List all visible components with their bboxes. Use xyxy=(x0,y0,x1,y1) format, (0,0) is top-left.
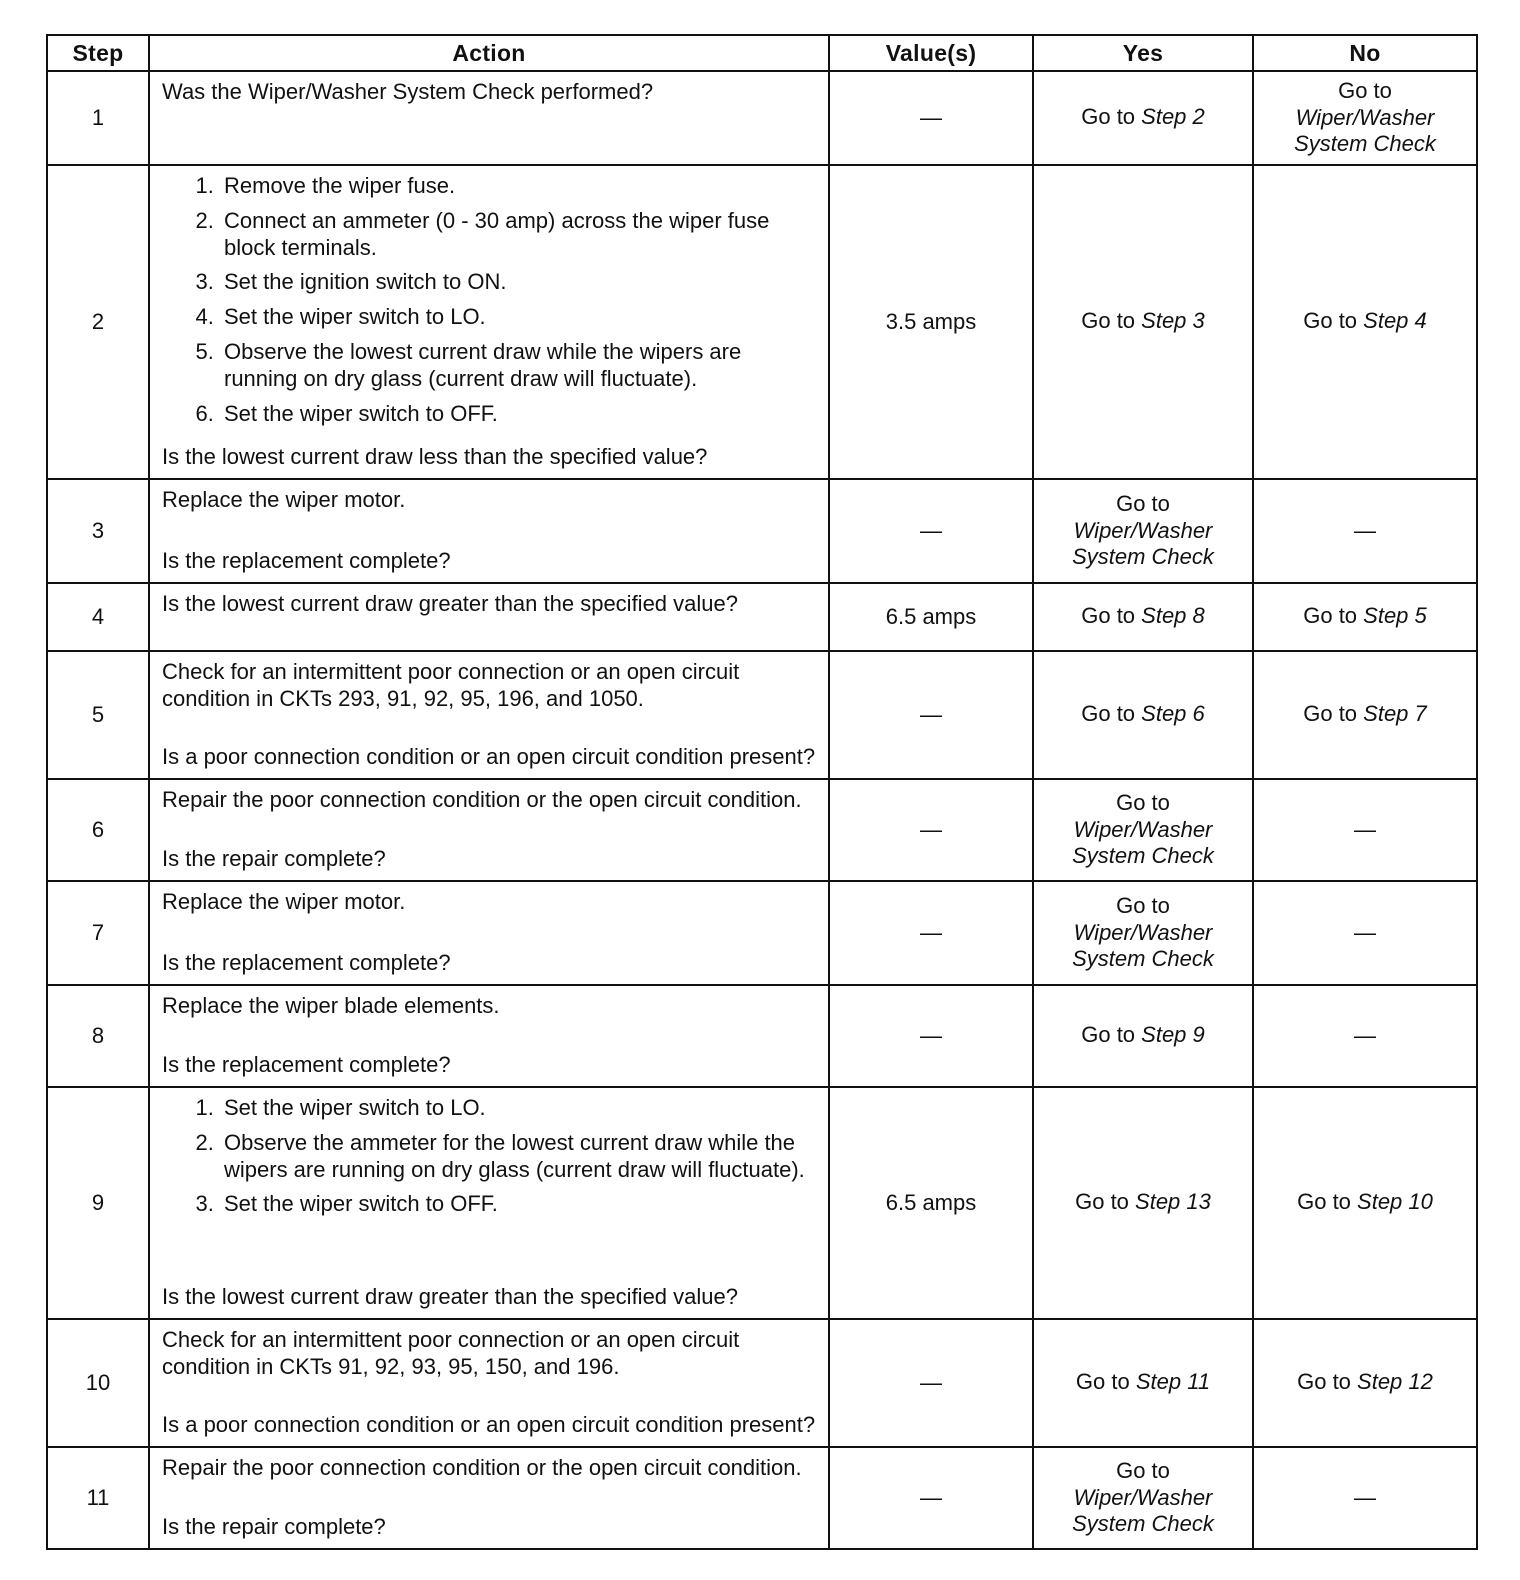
yes-cell xyxy=(1033,779,1253,881)
value-cell: — xyxy=(829,779,1033,881)
action-content xyxy=(162,591,816,643)
value-cell: 6.5 amps xyxy=(829,583,1033,651)
action-question: Is the repair complete? xyxy=(162,1514,386,1540)
step-number: 2 xyxy=(47,165,149,479)
action-cell xyxy=(149,583,829,651)
diagnostic-table xyxy=(46,34,1478,1550)
action-text: Was the Wiper/Washer System Check performed? xyxy=(162,79,654,104)
outcome-prefix: Go to xyxy=(1116,892,1170,918)
outcome-prefix: Go to xyxy=(1075,1368,1136,1394)
action-steps-list xyxy=(162,173,816,428)
value-cell: — xyxy=(829,651,1033,779)
action-instructions xyxy=(162,659,816,713)
no-cell xyxy=(1253,985,1477,1087)
no-cell xyxy=(1253,1319,1477,1447)
action-step-item: 3. Set the wiper switch to OFF. xyxy=(220,1191,816,1218)
table-row xyxy=(47,1319,1477,1447)
value-cell: — xyxy=(829,985,1033,1087)
action-cell xyxy=(149,1087,829,1319)
step-number: 11 xyxy=(47,1447,149,1549)
action-cell xyxy=(149,985,829,1087)
not-applicable-dash: — xyxy=(1354,1484,1376,1510)
yes-cell xyxy=(1033,985,1253,1087)
action-text: Replace the wiper motor. xyxy=(162,889,406,914)
action-content xyxy=(162,659,816,771)
yes-cell xyxy=(1033,1319,1253,1447)
outcome-prefix: Go to xyxy=(1338,77,1392,103)
value-cell: 3.5 amps xyxy=(829,165,1033,479)
outcome-step-reference: Step 11 xyxy=(1135,1368,1211,1394)
outcome-step-reference: Step 3 xyxy=(1141,307,1205,333)
no-cell xyxy=(1253,881,1477,985)
action-instructions xyxy=(162,79,816,106)
outcome-step-reference: Step 10 xyxy=(1357,1188,1433,1214)
value-cell: — xyxy=(829,71,1033,165)
action-step-item: 2. Connect an ammeter (0 - 30 amp) across the wiper fuse block terminals. xyxy=(220,208,816,262)
outcome-step-reference: Step 2 xyxy=(1141,103,1205,129)
outcome-prefix: Go to xyxy=(1303,700,1364,726)
no-cell xyxy=(1253,779,1477,881)
action-step-item: 6. Set the wiper switch to OFF. xyxy=(220,401,816,428)
table-row xyxy=(47,1447,1477,1549)
not-applicable-dash: — xyxy=(1354,919,1376,945)
step-number: 8 xyxy=(47,985,149,1087)
action-step-item: 1. Set the wiper switch to LO. xyxy=(220,1095,816,1122)
action-cell xyxy=(149,165,829,479)
outcome-step-reference: Wiper/Washer System Check xyxy=(1294,104,1436,157)
yes-cell xyxy=(1033,71,1253,165)
no-cell xyxy=(1253,651,1477,779)
action-instructions xyxy=(162,487,816,514)
outcome-step-reference: Step 4 xyxy=(1363,307,1427,333)
no-cell xyxy=(1253,479,1477,583)
table-row xyxy=(47,71,1477,165)
action-step-item: 4. Set the wiper switch to LO. xyxy=(220,304,816,331)
table-row xyxy=(47,479,1477,583)
table-row xyxy=(47,583,1477,651)
outcome-prefix: Go to xyxy=(1081,1021,1142,1047)
action-cell xyxy=(149,881,829,985)
action-content xyxy=(162,1095,816,1311)
no-cell xyxy=(1253,1447,1477,1549)
action-cell xyxy=(149,651,829,779)
action-content xyxy=(162,487,816,575)
action-content xyxy=(162,993,816,1079)
yes-cell xyxy=(1033,1447,1253,1549)
outcome-step-reference: Wiper/Washer System Check xyxy=(1072,816,1214,869)
yes-cell xyxy=(1033,479,1253,583)
step-number: 3 xyxy=(47,479,149,583)
outcome-prefix: Go to xyxy=(1303,307,1364,333)
action-content xyxy=(162,173,816,471)
value-cell: — xyxy=(829,479,1033,583)
header-action: Action xyxy=(149,35,829,71)
action-step-item: 1. Remove the wiper fuse. xyxy=(220,173,816,200)
table-row xyxy=(47,779,1477,881)
step-number: 1 xyxy=(47,71,149,165)
action-text: Check for an intermittent poor connection or an open circuit condition in CKTs 293, 91, 92, 95, 196, and 1050. xyxy=(162,659,740,711)
action-question: Is the repair complete? xyxy=(162,846,386,872)
outcome-step-reference: Step 13 xyxy=(1135,1188,1211,1214)
action-text: Repair the poor connection condition or the open circuit condition. xyxy=(162,787,802,812)
action-instructions xyxy=(162,1327,816,1381)
table-body xyxy=(47,71,1477,1549)
outcome-prefix: Go to xyxy=(1075,1188,1136,1214)
action-content xyxy=(162,1327,816,1439)
action-content xyxy=(162,889,816,977)
outcome-prefix: Go to xyxy=(1116,789,1170,815)
action-question: Is a poor connection condition or an open circuit condition present? xyxy=(162,1412,816,1438)
table-row xyxy=(47,1087,1477,1319)
step-number: 5 xyxy=(47,651,149,779)
value-cell: — xyxy=(829,881,1033,985)
not-applicable-dash: — xyxy=(1354,1022,1376,1048)
outcome-step-reference: Step 6 xyxy=(1141,700,1205,726)
action-instructions xyxy=(162,173,816,434)
action-content xyxy=(162,787,816,873)
action-cell xyxy=(149,71,829,165)
table-row xyxy=(47,985,1477,1087)
action-instructions xyxy=(162,1095,816,1224)
table-row xyxy=(47,165,1477,479)
outcome-step-reference: Wiper/Washer System Check xyxy=(1072,919,1214,972)
header-yes: Yes xyxy=(1033,35,1253,71)
outcome-prefix: Go to xyxy=(1081,602,1142,628)
action-instructions xyxy=(162,787,816,814)
action-instructions xyxy=(162,591,816,618)
action-instructions xyxy=(162,1455,816,1482)
action-step-item: 2. Observe the ammeter for the lowest current draw while the wipers are running on dry glass (current draw will fluctuate). xyxy=(220,1130,816,1184)
outcome-step-reference: Step 8 xyxy=(1141,602,1205,628)
action-question: Is the replacement complete? xyxy=(162,548,451,574)
yes-cell xyxy=(1033,651,1253,779)
table-row xyxy=(47,651,1477,779)
action-question: Is the replacement complete? xyxy=(162,1052,451,1078)
not-applicable-dash: — xyxy=(1354,517,1376,543)
action-text: Repair the poor connection condition or the open circuit condition. xyxy=(162,1455,802,1480)
yes-cell xyxy=(1033,1087,1253,1319)
action-question: Is the lowest current draw less than the specified value? xyxy=(162,444,708,470)
action-text: Is the lowest current draw greater than the specified value? xyxy=(162,591,738,616)
header-values: Value(s) xyxy=(829,35,1033,71)
step-number: 10 xyxy=(47,1319,149,1447)
value-cell: 6.5 amps xyxy=(829,1087,1033,1319)
no-cell xyxy=(1253,165,1477,479)
action-text: Check for an intermittent poor connection or an open circuit condition in CKTs 91, 92, 93, 95, 150, and 196. xyxy=(162,1327,740,1379)
step-number: 9 xyxy=(47,1087,149,1319)
action-text: Replace the wiper motor. xyxy=(162,487,406,512)
header-no: No xyxy=(1253,35,1477,71)
action-step-item: 5. Observe the lowest current draw while the wipers are running on dry glass (current draw will fluctuate). xyxy=(220,339,816,393)
value-cell: — xyxy=(829,1447,1033,1549)
action-step-item: 3. Set the ignition switch to ON. xyxy=(220,269,816,296)
action-question: Is the replacement complete? xyxy=(162,950,451,976)
outcome-step-reference: Step 12 xyxy=(1357,1368,1433,1394)
outcome-prefix: Go to xyxy=(1116,490,1170,516)
header-step: Step xyxy=(47,35,149,71)
step-number: 7 xyxy=(47,881,149,985)
yes-cell xyxy=(1033,881,1253,985)
value-cell: — xyxy=(829,1319,1033,1447)
action-cell xyxy=(149,479,829,583)
outcome-step-reference: Step 7 xyxy=(1363,700,1427,726)
action-question: Is the lowest current draw greater than the specified value? xyxy=(162,1284,738,1310)
yes-cell xyxy=(1033,165,1253,479)
outcome-prefix: Go to xyxy=(1081,307,1142,333)
step-number: 6 xyxy=(47,779,149,881)
outcome-prefix: Go to xyxy=(1116,1457,1170,1483)
action-cell xyxy=(149,1447,829,1549)
outcome-prefix: Go to xyxy=(1081,103,1142,129)
action-steps-list xyxy=(162,1095,816,1218)
outcome-prefix: Go to xyxy=(1303,602,1364,628)
not-applicable-dash: — xyxy=(1354,816,1376,842)
action-content xyxy=(162,79,816,157)
outcome-prefix: Go to xyxy=(1081,700,1142,726)
action-content xyxy=(162,1455,816,1541)
outcome-prefix: Go to xyxy=(1297,1188,1358,1214)
action-cell xyxy=(149,779,829,881)
step-number: 4 xyxy=(47,583,149,651)
action-instructions xyxy=(162,889,816,916)
no-cell xyxy=(1253,583,1477,651)
table-row xyxy=(47,881,1477,985)
action-cell xyxy=(149,1319,829,1447)
outcome-prefix: Go to xyxy=(1297,1368,1358,1394)
yes-cell xyxy=(1033,583,1253,651)
outcome-step-reference: Wiper/Washer System Check xyxy=(1072,1484,1214,1537)
no-cell xyxy=(1253,1087,1477,1319)
action-question: Is a poor connection condition or an open circuit condition present? xyxy=(162,744,816,770)
action-text: Replace the wiper blade elements. xyxy=(162,993,500,1018)
header-row xyxy=(47,35,1477,71)
no-cell xyxy=(1253,71,1477,165)
outcome-step-reference: Wiper/Washer System Check xyxy=(1072,517,1214,570)
outcome-step-reference: Step 5 xyxy=(1363,602,1427,628)
outcome-step-reference: Step 9 xyxy=(1141,1021,1205,1047)
action-instructions xyxy=(162,993,816,1020)
